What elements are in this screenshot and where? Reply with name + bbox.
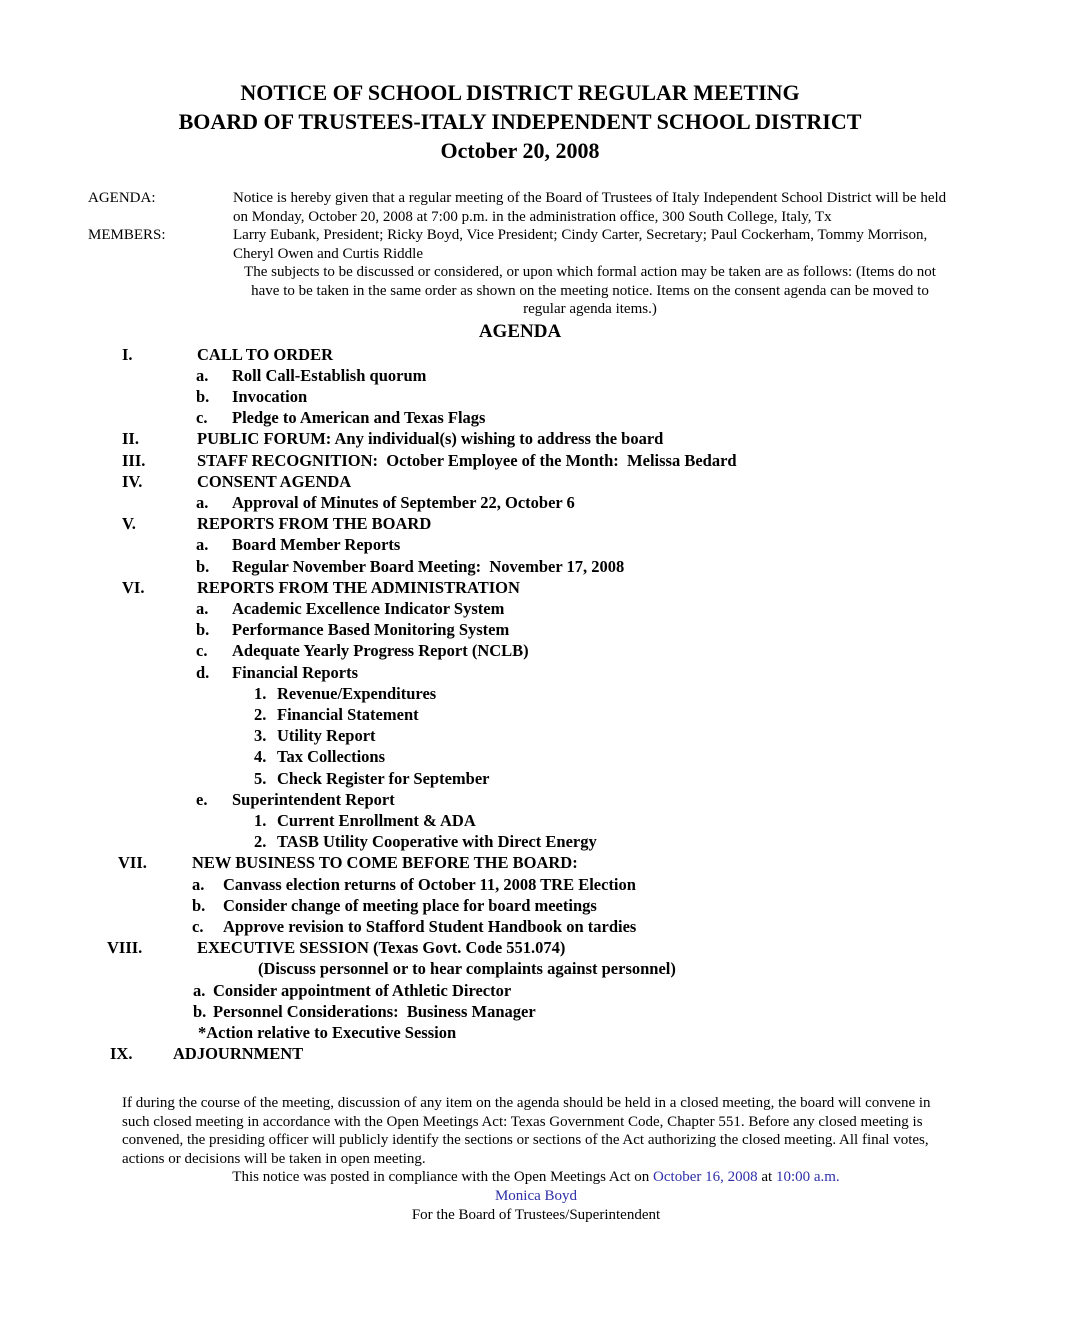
agenda-subitem (0, 640, 1072, 661)
item-text: Personnel Considerations: Business Manager (213, 1001, 536, 1021)
agenda-subsubitem (0, 810, 1072, 831)
agenda-item (0, 852, 1072, 873)
agenda-subitem (0, 916, 1072, 937)
agenda-subsubitem (0, 831, 1072, 852)
item-text: Check Register for September (277, 768, 490, 788)
item-marker: b. (196, 386, 210, 406)
item-text: Tax Collections (277, 747, 386, 767)
item-marker: VIII. (107, 938, 143, 958)
agenda-subitem (0, 874, 1072, 895)
item-marker: V. (122, 514, 136, 534)
item-marker: c. (196, 408, 208, 428)
agenda-subitem (0, 895, 1072, 916)
item-text: NEW BUSINESS TO COME BEFORE THE BOARD: (192, 853, 578, 873)
agenda-label: AGENDA: (88, 190, 156, 206)
item-marker: b. (196, 556, 210, 576)
agenda-subsubitem (0, 768, 1072, 789)
title-line-1: NOTICE OF SCHOOL DISTRICT REGULAR MEETING (240, 80, 800, 105)
agenda-item (0, 937, 1072, 958)
closed-meeting-paragraph: If during the course of the meeting, discussion of any item on the agenda should be held in a closed meeting, the board will convene in such closed meeting in accordance with the Open Meetings Act: Texas Government Code, Chapter 551. Before any closed meeting is convened, the presiding officer will publicly identify the sections or sections of the Act authorizing the closed meeting. All final votes, actions or decisions will be taken in open meeting. (122, 1095, 931, 1167)
item-text: Superintendent Report (232, 789, 395, 809)
members-label: MEMBERS: (88, 227, 166, 243)
item-text: Consider change of meeting place for board meetings (223, 895, 597, 915)
item-text: Academic Excellence Indicator System (232, 598, 505, 618)
agenda-heading: AGENDA (478, 320, 562, 342)
agenda-item (0, 471, 1072, 492)
posting-notice-text: This notice was posted in compliance with the Open Meetings Act on (232, 1169, 654, 1186)
agenda-subitem (0, 365, 1072, 386)
title-line-2: BOARD OF TRUSTEES-ITALY INDEPENDENT SCHOOL DISTRICT (178, 109, 862, 134)
item-text: PUBLIC FORUM: Any individual(s) wishing to address the board (197, 429, 664, 449)
item-text: EXECUTIVE SESSION (Texas Govt. Code 551.074) (197, 938, 566, 958)
agenda-list (0, 344, 1072, 1065)
subjects-note: The subjects to be discussed or considered, or upon which formal action may be taken are as follows: (Items do not have to be taken in the same order as shown on the meeting notice. Items on the consent agenda can be moved to regular agenda items.) (244, 264, 936, 317)
agenda-subitem (0, 492, 1072, 513)
item-text: Utility Report (277, 726, 376, 746)
item-text: Regular November Board Meeting: November 17, 2008 (232, 556, 625, 576)
item-marker: 1. (254, 810, 267, 830)
agenda-subsubitem (0, 746, 1072, 767)
action-note (0, 1022, 1072, 1043)
item-marker: c. (192, 916, 204, 936)
item-text: Financial Reports (232, 662, 359, 682)
item-text: *Action relative to Executive Session (198, 1023, 457, 1042)
item-marker: b. (192, 895, 206, 915)
item-marker: 3. (254, 726, 267, 746)
item-marker: I. (122, 344, 133, 364)
item-text: Canvass election returns of October 11, 2008 TRE Election (223, 874, 636, 894)
item-text: Approve revision to Stafford Student Handbook on tardies (223, 916, 637, 936)
item-marker: a. (196, 535, 209, 555)
item-text: Consider appointment of Athletic Director (213, 980, 512, 1000)
item-marker: a. (192, 874, 205, 894)
agenda-subitem (0, 386, 1072, 407)
item-marker: a. (196, 598, 209, 618)
document-title (60, 0, 980, 165)
item-marker: a. (196, 492, 209, 512)
title-line-3-date: October 20, 2008 (440, 138, 600, 163)
item-text: CALL TO ORDER (197, 344, 334, 364)
agenda-notice-text: Notice is hereby given that a regular meeting of the Board of Trustees of Italy Independent School District will be held on Monday, October 20, 2008 at 7:00 p.m. in the administration office, 300 South College, Italy, Tx (233, 190, 947, 225)
agenda-item (0, 1043, 1072, 1064)
item-text: Approval of Minutes of September 22, October 6 (232, 492, 575, 512)
item-marker: 1. (254, 683, 267, 703)
agenda-subitem (0, 598, 1072, 619)
agenda-item (0, 577, 1072, 598)
item-text: CONSENT AGENDA (197, 471, 352, 491)
agenda-subitem (0, 619, 1072, 640)
agenda-subitem (0, 407, 1072, 428)
item-text: REPORTS FROM THE ADMINISTRATION (197, 577, 520, 597)
item-marker: c. (196, 641, 208, 661)
item-text: TASB Utility Cooperative with Direct Energy (277, 832, 597, 852)
members-row (88, 226, 1072, 263)
agenda-item (0, 344, 1072, 365)
item-text: REPORTS FROM THE BOARD (197, 514, 432, 534)
agenda-subsubitem (0, 683, 1072, 704)
posting-time: 10:00 a.m. (775, 1169, 840, 1186)
item-marker: VII. (118, 853, 147, 873)
agenda-subitem (0, 534, 1072, 555)
item-text: Board Member Reports (232, 535, 401, 555)
item-text: Revenue/Expenditures (277, 683, 437, 703)
item-text: Pledge to American and Texas Flags (232, 408, 486, 428)
agenda-notice-row (88, 189, 1072, 226)
item-text: Roll Call-Establish quorum (232, 365, 427, 385)
item-text: Financial Statement (277, 704, 419, 724)
agenda-subitem (0, 662, 1072, 683)
posting-at-text: at (757, 1169, 776, 1186)
item-marker: 5. (254, 768, 267, 788)
members-text: Larry Eubank, President; Ricky Boyd, Vice President; Cindy Carter, Secretary; Paul Cockerham, Tommy Morrison, Cheryl Owen and Curtis Riddle (233, 227, 928, 262)
item-marker: VI. (122, 577, 145, 597)
agenda-item (0, 428, 1072, 449)
item-marker: a. (193, 980, 206, 1000)
signature-title: For the Board of Trustees/Superintendent (411, 1207, 661, 1224)
agenda-subitem (0, 789, 1072, 810)
item-marker: d. (196, 662, 210, 682)
item-marker: e. (196, 789, 208, 809)
item-text: Adequate Yearly Progress Report (NCLB) (232, 641, 529, 661)
item-marker: a. (196, 365, 209, 385)
item-marker: 2. (254, 704, 267, 724)
signature-name: Monica Boyd (494, 1188, 578, 1205)
item-text: Performance Based Monitoring System (232, 620, 510, 640)
agenda-subitem (0, 1001, 1072, 1022)
item-marker: 2. (254, 832, 267, 852)
item-text: ADJOURNMENT (173, 1044, 304, 1064)
agenda-subsubitem (0, 725, 1072, 746)
agenda-item (0, 513, 1072, 534)
item-marker: III. (122, 450, 146, 470)
item-marker: IX. (110, 1044, 133, 1064)
item-text: Invocation (232, 386, 308, 406)
item-marker: b. (193, 1001, 207, 1021)
preamble-section (88, 189, 1072, 319)
item-text: (Discuss personnel or to hear complaints against personnel) (258, 959, 676, 979)
item-text: STAFF RECOGNITION: October Employee of the Month: Melissa Bedard (197, 450, 737, 470)
closing-section (0, 1094, 1072, 1225)
agenda-subsubitem (0, 704, 1072, 725)
agenda-item (0, 450, 1072, 471)
agenda-subitem (0, 556, 1072, 577)
executive-session-note (0, 958, 1072, 979)
item-marker: 4. (254, 747, 267, 767)
item-text: Current Enrollment & ADA (277, 810, 476, 830)
posting-notice-line (0, 1168, 1072, 1187)
item-marker: II. (122, 429, 139, 449)
posting-date: October 16, 2008 (653, 1169, 758, 1186)
item-marker: IV. (122, 471, 143, 491)
item-marker: b. (196, 620, 210, 640)
agenda-subitem (0, 980, 1072, 1001)
